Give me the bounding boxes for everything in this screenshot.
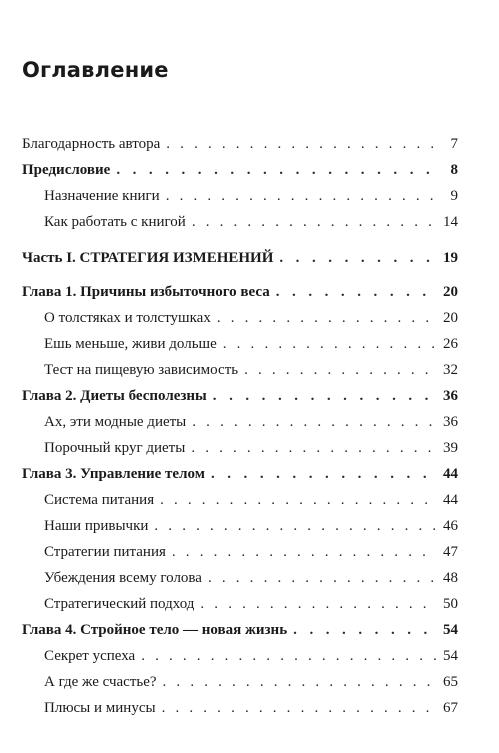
toc-entry-title: Ешь меньше, живи дольше	[44, 336, 217, 352]
toc-entry[interactable]	[22, 643, 458, 669]
toc-entry[interactable]	[22, 279, 458, 305]
toc-leader-dots	[223, 331, 436, 357]
toc-entry-title: Секрет успеха	[44, 648, 136, 664]
toc-entry-page: 20	[443, 310, 458, 326]
toc-entry-page: 19	[443, 250, 458, 266]
toc-entry-title: Глава 1. Причины избыточного веса	[22, 284, 270, 300]
toc-list	[22, 131, 458, 721]
toc-entry[interactable]	[22, 435, 458, 461]
toc-entry-title: О толстяках и толстушках	[44, 310, 211, 326]
toc-entry-title: Стратегии питания	[44, 544, 166, 560]
toc-leader-dots	[162, 695, 436, 721]
toc-entry-page: 48	[443, 570, 458, 586]
toc-entry-title: Порочный круг диеты	[44, 440, 186, 456]
toc-entry-title: Благодарность автора	[22, 136, 161, 152]
toc-entry-page: 20	[443, 284, 458, 300]
toc-entry-page: 7	[450, 136, 458, 152]
toc-entry-title: Ах, эти модные диеты	[44, 414, 187, 430]
toc-entry[interactable]	[22, 461, 458, 487]
toc-entry[interactable]	[22, 357, 458, 383]
toc-leader-dots	[217, 305, 436, 331]
toc-entry-title: Система питания	[44, 492, 155, 508]
toc-entry[interactable]	[22, 183, 458, 209]
toc-leader-dots	[160, 487, 436, 513]
toc-entry-page: 8	[450, 162, 458, 178]
toc-leader-dots	[244, 357, 436, 383]
toc-leader-dots	[293, 617, 436, 643]
toc-leader-dots	[116, 157, 436, 183]
toc-leader-dots	[211, 461, 436, 487]
toc-entry-page: 50	[443, 596, 458, 612]
toc-entry-page: 44	[443, 492, 458, 508]
toc-leader-dots	[192, 209, 436, 235]
toc-entry-title: Наши привычки	[44, 518, 149, 534]
toc-entry[interactable]	[22, 513, 458, 539]
toc-entry[interactable]	[22, 383, 458, 409]
toc-entry-title: А где же счастье?	[44, 674, 157, 690]
toc-leader-dots	[172, 539, 436, 565]
toc-leader-dots	[166, 183, 436, 209]
toc-leader-dots	[200, 591, 436, 617]
toc-entry[interactable]	[22, 157, 458, 183]
toc-entry-title: Как работать с книгой	[44, 214, 186, 230]
toc-leader-dots	[279, 245, 436, 271]
toc-entry[interactable]	[22, 565, 458, 591]
toc-entry-page: 67	[443, 700, 458, 716]
spacer	[22, 235, 458, 245]
toc-entry-title: Назначение книги	[44, 188, 160, 204]
toc-entry[interactable]	[22, 591, 458, 617]
toc-entry-title: Глава 4. Стройное тело — новая жизнь	[22, 622, 288, 638]
toc-entry-page: 26	[443, 336, 458, 352]
toc-entry-page: 54	[443, 648, 458, 664]
spacer	[22, 271, 458, 279]
toc-entry[interactable]	[22, 539, 458, 565]
toc-entry-page: 44	[443, 466, 458, 482]
toc-leader-dots	[208, 565, 436, 591]
toc-entry-page: 47	[443, 544, 458, 560]
toc-leader-dots	[276, 279, 436, 305]
toc-entry-title: Глава 3. Управление телом	[22, 466, 205, 482]
toc-entry-title: Плюсы и минусы	[44, 700, 156, 716]
toc-entry[interactable]	[22, 695, 458, 721]
toc-entry[interactable]	[22, 245, 458, 271]
toc-leader-dots	[166, 131, 436, 157]
toc-leader-dots	[141, 643, 436, 669]
toc-entry-title: Убеждения всему голова	[44, 570, 202, 586]
toc-entry-page: 36	[443, 414, 458, 430]
toc-entry[interactable]	[22, 617, 458, 643]
toc-entry-page: 32	[443, 362, 458, 378]
toc-entry[interactable]	[22, 305, 458, 331]
toc-leader-dots	[213, 383, 436, 409]
toc-entry-page: 9	[450, 188, 458, 204]
toc-leader-dots	[154, 513, 436, 539]
toc-entry-page: 14	[443, 214, 458, 230]
toc-leader-dots	[191, 435, 436, 461]
toc-entry-title: Стратегический подход	[44, 596, 195, 612]
toc-entry[interactable]	[22, 669, 458, 695]
toc-entry[interactable]	[22, 209, 458, 235]
toc-leader-dots	[192, 409, 436, 435]
toc-entry[interactable]	[22, 487, 458, 513]
toc-entry-title: Тест на пищевую зависимость	[44, 362, 239, 378]
toc-entry-page: 65	[443, 674, 458, 690]
toc-entry[interactable]	[22, 131, 458, 157]
toc-entry-title: Глава 2. Диеты бесполезны	[22, 388, 207, 404]
toc-entry-page: 54	[443, 622, 458, 638]
toc-entry-page: 36	[443, 388, 458, 404]
toc-entry[interactable]	[22, 409, 458, 435]
toc-entry-title: Предисловие	[22, 162, 111, 178]
toc-entry-page: 39	[443, 440, 458, 456]
toc-heading: Оглавление	[22, 58, 169, 82]
toc-entry-title: Часть I. СТРАТЕГИЯ ИЗМЕНЕНИЙ	[22, 250, 274, 266]
toc-entry[interactable]	[22, 331, 458, 357]
toc-entry-page: 46	[443, 518, 458, 534]
toc-leader-dots	[163, 669, 436, 695]
